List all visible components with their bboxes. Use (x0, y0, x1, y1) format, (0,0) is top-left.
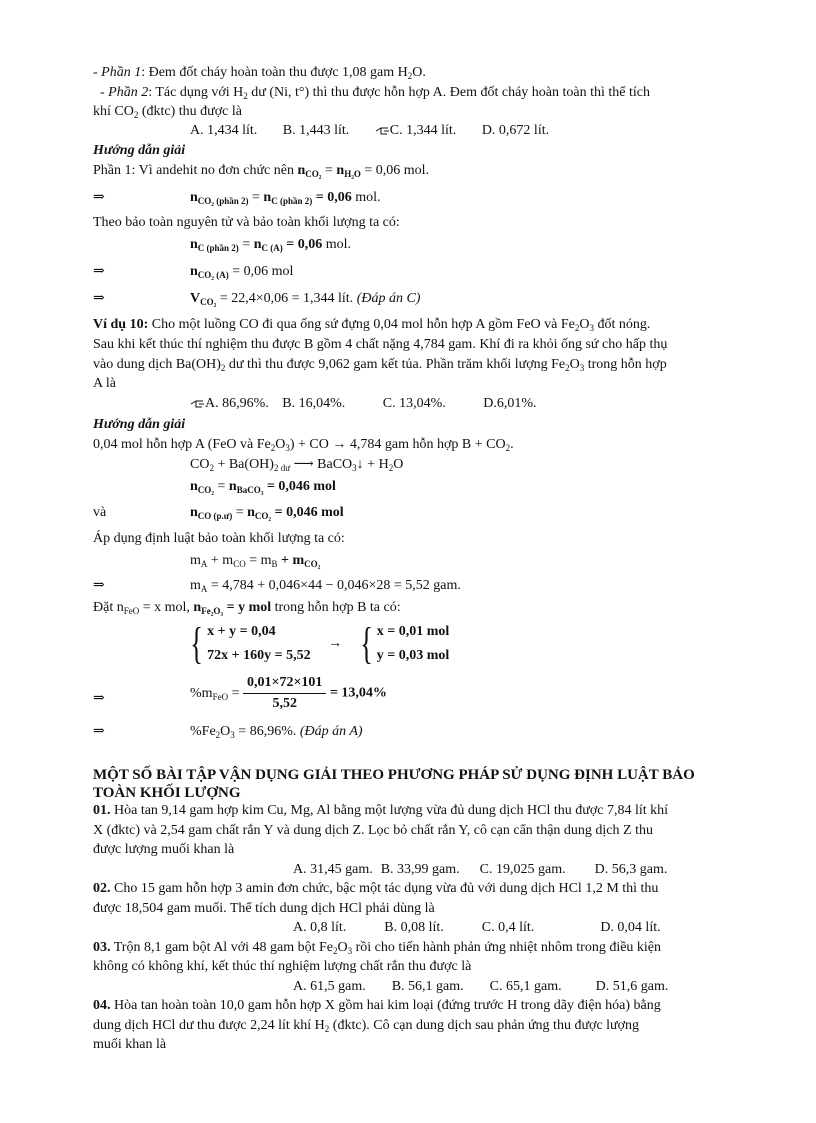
option-b: B. 16,04%. (282, 396, 346, 411)
solution-step-3: Theo bảo toàn nguyên tử và bảo toàn khối lượng ta có: (93, 215, 400, 230)
exercise-04-line-1: 04. Hòa tan hoàn toàn 10,0 gam hỗn hợp X gồm hai kim loại (đứng trước H trong dãy điện hóa) bằng (93, 998, 661, 1013)
mole-relation-2: $n_{CO (p.ư)} = n_{CO_2} = 0,046$ mol (190, 505, 344, 521)
solution-step-6: $V_{CO_2} = 22,4\times 0,06 = 1,344$ lít. (Đáp án C) (190, 291, 421, 307)
exercise-01-line-3: được lượng muối khan là (93, 842, 235, 857)
option-c: C. 65,1 gam. (489, 979, 562, 994)
arrow-icon: ⇒ (93, 724, 105, 739)
arrow-icon: ⇒ (93, 291, 105, 306)
equation-system: { x + y = 0,04 72x + 160y = 5,52 → { x = 0,01 mol y = 0,03 mol (190, 619, 450, 668)
exercise-04-line-2: dung dịch HCl dư thu được 2,24 lít khí $H_2$ (đktc). Cô cạn dung dịch sau phản ứng thu được lượng (93, 1018, 640, 1034)
part2-line-2: khí $CO_2$ (đktc) thu được là (93, 104, 242, 120)
option-b: B. 1,443 lít. (282, 123, 350, 138)
exercise-03-line-1: 03. Trộn 8,1 gam bột Al với 48 gam bột $Fe_2O_3$ rồi cho tiến hành phản ứng nhiệt nhôm trong điều kiện (93, 940, 662, 956)
part1-line: - Phần 1: Đem đốt cháy hoàn toàn thu được 1,08 gam $H_2O$. (93, 65, 426, 81)
option-d: D. 51,6 gam. (595, 979, 669, 994)
percent-feo-calc: $\%m_{FeO}$ = $\frac{0,01\times 72\times 101}{5,52}$ = 13,04% (190, 675, 387, 711)
arrow-icon: ⇒ (93, 691, 105, 706)
exercise-01-options (293, 861, 667, 879)
option-a: A. 31,45 gam. (293, 862, 373, 877)
solution-heading-2: Hướng dẫn giải (93, 417, 186, 432)
solution-step-5: $n_{CO_2 (A)} = 0,06$ mol (190, 264, 294, 280)
solution-step-1: Phần 1: Vì andehit no đơn chức nên $n_{CO_2} = n_{H_2O} = 0,06$ mol. (93, 163, 430, 179)
reaction-line-1: 0,04 mol hỗn hợp A (FeO và $Fe_2O_3$) + CO → 4,784 gam hỗn hợp $B + CO_2$. (93, 437, 514, 453)
exercise-04-line-3: muối khan là (93, 1037, 167, 1052)
correct-answer-icon (190, 399, 205, 409)
option-b: B. 0,08 lít. (384, 920, 444, 935)
exercise-03-options (293, 978, 668, 996)
part2-line: - Phần 2: Tác dụng với $H_2$ dư (Ni, t°) thì thu được hỗn hợp A. Đem đốt cháy hoàn toàn thì thể tích (100, 85, 650, 101)
option-a: A. 61,5 gam. (293, 979, 366, 994)
option-a: A. 1,434 lít. (190, 123, 258, 138)
option-b: B. 33,99 gam. (380, 862, 460, 877)
example-10-line-1: Ví dụ 10: Cho một luồng CO đi qua ống sứ đựng 0,04 mol hỗn hợp A gồm FeO và $Fe_2O_3$ đốt nóng. (93, 317, 651, 333)
example-10-line-2: Sau khi kết thúc thí nghiệm thu được B gồm 4 chất nặng 4,784 gam. Khí đi ra khỏi ống sứ cho hấp thụ (93, 337, 668, 352)
section-title-line-2: TOÀN KHỐI LƯỢNG (93, 785, 241, 801)
option-c: C. 13,04%. (382, 396, 446, 411)
mass-law-statement: Áp dụng định luật bảo toàn khối lượng ta có: (93, 531, 345, 546)
mole-relation-1: $n_{CO_2} = n_{BaCO_3} = 0,046$ mol (190, 479, 336, 495)
solution-step-2: $n_{CO_2 (phần 2)} = n_{C (phần 2)} = 0,06$ mol. (190, 190, 381, 206)
and-label: và (93, 505, 107, 520)
mass-a-calc: $m_A = 4,784 + 0,046\times 44 - 0,046\times 28 = 5,52$ gam. (190, 578, 461, 594)
exercise-01-line-2: X (đktc) và 2,54 gam chất rắn Y và dung dịch Z. Lọc bỏ chất rắn Y, cô cạn cẩn thận dung dịch Z thu (93, 823, 653, 838)
section-title-line-1: MỘT SỐ BÀI TẬP VẬN DỤNG GIẢI THEO PHƯƠNG PHÁP SỬ DỤNG ĐỊNH LUẬT BẢO (93, 767, 695, 783)
variable-definition: Đặt $n_{FeO} = x$ mol, $n_{Fe_2O_3} = y$ mol trong hỗn hợp B ta có: (93, 600, 401, 616)
example-10-line-3: vào dung dịch $Ba(OH)_2$ dư thì thu được 9,062 gam kết tủa. Phần trăm khối lượng $Fe_2O_3$ trong hỗn hợp (93, 357, 667, 373)
option-d: D. 0,672 lít. (481, 123, 550, 138)
exercise-02-line-1: 02. Cho 15 gam hỗn hợp 3 amin đơn chức, bậc một tác dụng vừa đủ với dung dịch HCl 1,2 M thì thu (93, 881, 659, 896)
arrow-icon: ⇒ (93, 190, 105, 205)
option-c: C. 19,025 gam. (479, 862, 566, 877)
reaction-line-2: $CO_2 + Ba(OH)_{2 dư}$ ⟶ BaCO$_3$↓ + $H_2O$ (190, 457, 404, 473)
solution-heading-1: Hướng dẫn giải (93, 143, 186, 158)
mass-balance: $m_A + m_{CO} = m_B + m_{CO_2}$ (190, 553, 321, 569)
solution-step-4: $n_{C (phần 2)} = n_{C (A)} = 0,06$ mol. (190, 237, 352, 253)
exercise-02-line-2: được 18,504 gam muối. Thể tích dung dịch HCl phải dùng là (93, 901, 435, 916)
answer-options-2 (190, 395, 537, 413)
option-d: D.6,01%. (483, 396, 537, 411)
example-10-line-4: A là (93, 376, 116, 391)
exercise-02-options (293, 919, 661, 937)
option-c: C. 1,344 lít. (389, 123, 457, 138)
arrow-icon: ⇒ (93, 578, 105, 593)
option-a: A. 0,8 lít. (293, 920, 347, 935)
answer-options-1 (190, 122, 549, 140)
option-d: D. 0,04 lít. (600, 920, 661, 935)
exercise-03-line-2: không có không khí, kết thúc thí nghiệm lượng chất rắn thu được là (93, 959, 472, 974)
correct-answer-icon (375, 126, 390, 136)
percent-fe2o3-result: $\%Fe_2O_3 = 86,96\%$. (Đáp án A) (190, 724, 363, 740)
option-a: A. 86,96%. (205, 396, 269, 411)
option-c: C. 0,4 lít. (481, 920, 535, 935)
exercise-01-line-1: 01. Hòa tan 9,14 gam hợp kim Cu, Mg, Al bằng một lượng vừa đủ dung dịch HCl thu được 7,84 lít khí (93, 803, 668, 818)
option-d: D. 56,3 gam. (594, 862, 668, 877)
arrow-icon: ⇒ (93, 264, 105, 279)
option-b: B. 56,1 gam. (391, 979, 464, 994)
